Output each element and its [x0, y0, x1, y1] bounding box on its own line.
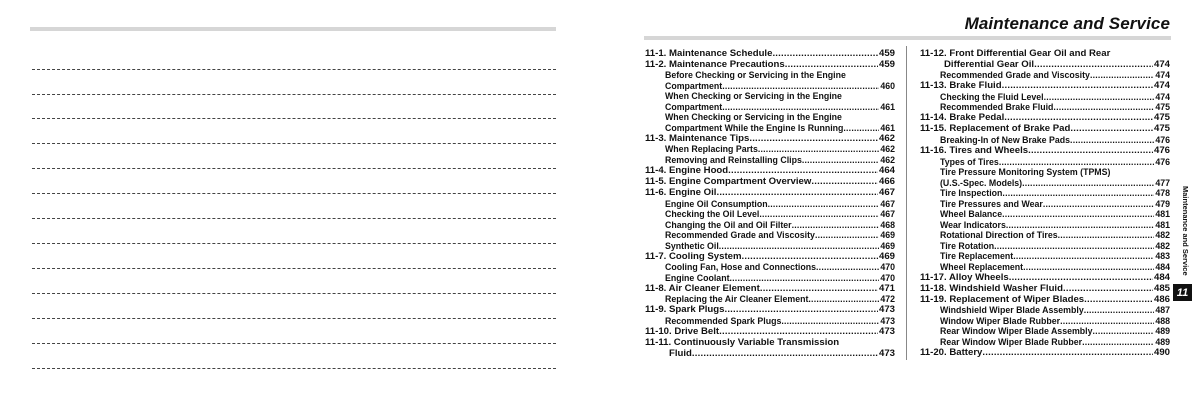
toc-page-number: 473 — [878, 348, 895, 360]
toc-subsection-entry[interactable] — [920, 167, 1170, 178]
toc-subsection-entry[interactable] — [920, 220, 1170, 231]
toc-leader-dots — [1009, 273, 1153, 284]
toc-subsection-entry[interactable] — [645, 91, 895, 102]
toc-leader-dots — [730, 273, 880, 284]
toc-chapter-entry[interactable] — [920, 146, 1170, 157]
toc-entry-title: Engine Coolant — [665, 272, 730, 283]
toc-leader-dots — [722, 81, 879, 92]
toc-entry-title: 11-10. Drive Belt — [645, 325, 720, 337]
section-title: Maintenance and Service — [964, 14, 1170, 33]
toc-chapter-entry[interactable] — [645, 305, 895, 316]
toc-page-number: 459 — [878, 58, 895, 70]
toc-leader-dots — [1006, 220, 1154, 231]
toc-chapter-entry[interactable] — [645, 166, 895, 177]
toc-leader-dots — [719, 241, 880, 252]
toc-chapter-entry[interactable] — [920, 273, 1170, 284]
left-page-top-rule — [30, 27, 556, 31]
toc-entry-title: Fluid — [669, 348, 692, 360]
toc-leader-dots — [999, 157, 1154, 168]
toc-entry-title: Wear Indicators — [940, 219, 1006, 230]
toc-leader-dots — [1004, 113, 1153, 124]
toc-page-number: 473 — [878, 325, 895, 337]
toc-entry-title: Compartment — [665, 101, 723, 112]
toc-entry-title: Differential Gear Oil — [944, 58, 1035, 70]
toc-entry-title: 11-3. Maintenance Tips — [645, 132, 750, 144]
toc-subsection-entry[interactable] — [920, 92, 1170, 103]
toc-leader-dots — [758, 144, 879, 155]
toc-leader-dots — [792, 220, 880, 231]
toc-leader-dots — [1070, 135, 1154, 146]
toc-subsection-entry[interactable] — [645, 230, 895, 241]
toc-subsection-entry[interactable] — [645, 144, 895, 155]
toc-leader-dots — [816, 262, 879, 273]
toc-leader-dots — [1060, 316, 1154, 327]
toc-leader-dots — [1002, 209, 1154, 220]
toc-page-number: 469 — [880, 240, 895, 251]
column-divider — [906, 46, 907, 360]
toc-leader-dots — [785, 60, 878, 71]
toc-leader-dots — [1093, 326, 1155, 337]
note-line — [32, 343, 556, 344]
toc-entry-title: 11-8. Air Cleaner Element — [645, 282, 760, 294]
toc-subsection-entry[interactable] — [645, 112, 895, 123]
toc-page-number: 474 — [1155, 70, 1170, 81]
toc-entry-title: Cooling Fan, Hose and Connections — [665, 262, 817, 273]
toc-page-number: 468 — [880, 219, 895, 230]
toc-leader-dots — [1070, 124, 1153, 135]
toc-chapter-entry[interactable] — [645, 284, 895, 295]
toc-entry-title: 11-19. Replacement of Wiper Blades — [920, 293, 1085, 305]
toc-leader-dots — [760, 284, 878, 295]
toc-entry-title: Compartment While the Engine Is Running — [665, 122, 844, 133]
side-tab-label: Maintenance and Service — [1181, 186, 1190, 276]
toc-entry-title: When Checking or Servicing in the Engine — [665, 91, 842, 102]
toc-entry-title: Window Wiper Blade Rubber — [940, 315, 1061, 326]
toc-page-number: 476 — [1155, 134, 1170, 145]
toc-entry-title: Tire Pressure Monitoring System (TPMS) — [940, 167, 1111, 178]
toc-entry-title: Rear Window Wiper Blade Rubber — [940, 336, 1083, 347]
toc-leader-dots — [1023, 262, 1154, 273]
toc-subsection-entry[interactable] — [645, 70, 895, 81]
toc-entry-title: When Checking or Servicing in the Engine — [665, 112, 842, 123]
toc-subsection-entry[interactable] — [920, 326, 1170, 337]
toc-page-number: 474 — [1155, 91, 1170, 102]
toc-leader-dots — [768, 199, 880, 210]
toc-chapter-entry[interactable] — [920, 49, 1170, 60]
toc-leader-dots — [1044, 92, 1155, 103]
toc-entry-title: Types of Tires — [940, 156, 999, 167]
toc-subsection-entry[interactable] — [920, 305, 1170, 316]
toc-chapter-entry[interactable] — [645, 327, 895, 338]
toc-chapter-entry[interactable] — [645, 349, 895, 360]
toc-page-number: 467 — [878, 186, 895, 198]
toc-page-number: 467 — [880, 198, 895, 209]
toc-subsection-entry[interactable] — [920, 188, 1170, 199]
toc-entry-title: 11-16. Tires and Wheels — [920, 144, 1029, 156]
toc-page-number: 470 — [880, 262, 895, 273]
toc-leader-dots — [719, 327, 878, 338]
note-line — [32, 318, 556, 319]
toc-subsection-entry[interactable] — [920, 316, 1170, 327]
chapter-number-badge[interactable]: 11 — [1173, 284, 1192, 301]
toc-entry-title: 11-6. Engine Oil — [645, 186, 717, 198]
toc-entry-title: 11-13. Brake Fluid — [920, 80, 1002, 92]
toc-subsection-entry[interactable] — [920, 135, 1170, 146]
toc-subsection-entry[interactable] — [920, 157, 1170, 168]
toc-leader-dots — [781, 316, 879, 327]
toc-entry-title: 11-9. Spark Plugs — [645, 304, 725, 316]
note-line — [32, 243, 556, 244]
toc-entry-title: 11-1. Maintenance Schedule — [645, 47, 773, 59]
toc-entry-title: Recommended Grade and Viscosity — [665, 230, 815, 241]
toc-leader-dots — [1043, 199, 1154, 210]
toc-entry-title: Wheel Replacement — [940, 261, 1024, 272]
toc-entry-title: Windshield Wiper Blade Assembly — [940, 305, 1084, 316]
toc-page-number: 485 — [1153, 282, 1170, 294]
toc-leader-dots — [802, 155, 879, 166]
toc-entry-title: Recommended Brake Fluid — [940, 102, 1054, 113]
toc-leader-dots — [742, 252, 878, 263]
toc-chapter-entry[interactable] — [920, 81, 1170, 92]
toc-leader-dots — [808, 294, 879, 305]
toc-subsection-entry[interactable] — [645, 294, 895, 305]
toc-page-number: 474 — [1153, 58, 1170, 70]
toc-entry-title: Changing the Oil and Oil Filter — [665, 219, 792, 230]
toc-entry-title: Removing and Reinstalling Clips — [665, 154, 802, 165]
toc-chapter-entry[interactable] — [920, 113, 1170, 124]
toc-page-number: 466 — [878, 175, 895, 187]
note-line — [32, 193, 556, 194]
toc-leader-dots — [728, 166, 878, 177]
note-line — [32, 268, 556, 269]
toc-chapter-entry[interactable] — [645, 134, 895, 145]
toc-column-left — [645, 48, 895, 360]
toc-entry-title: 11-4. Engine Hood — [645, 164, 729, 176]
toc-page-number: 487 — [1155, 305, 1170, 316]
toc-subsection-entry[interactable] — [645, 199, 895, 210]
note-line — [32, 143, 556, 144]
toc-page-number: 482 — [1155, 240, 1170, 251]
toc-subsection-entry[interactable] — [920, 102, 1170, 113]
toc-leader-dots — [772, 49, 878, 60]
toc-leader-dots — [1013, 251, 1154, 262]
toc-entry-title: Rear Window Wiper Blade Assembly — [940, 326, 1093, 337]
toc-leader-dots — [1034, 60, 1153, 71]
toc-leader-dots — [692, 349, 878, 360]
toc-chapter-entry[interactable] — [920, 124, 1170, 135]
toc-page-number: 461 — [880, 122, 895, 133]
toc-chapter-entry[interactable] — [920, 284, 1170, 295]
toc-entry-title: 11-11. Continuously Variable Transmission — [645, 336, 840, 348]
right-page-top-rule — [644, 36, 1171, 40]
note-line — [32, 293, 556, 294]
toc-leader-dots — [722, 102, 879, 113]
toc-leader-dots — [749, 134, 878, 145]
toc-subsection-entry[interactable] — [920, 251, 1170, 262]
toc-entry-title: Recommended Spark Plugs — [665, 315, 782, 326]
toc-page-number: 488 — [1155, 315, 1170, 326]
note-line — [32, 218, 556, 219]
toc-leader-dots — [982, 348, 1153, 359]
toc-leader-dots — [1084, 305, 1155, 316]
toc-page-number: 489 — [1155, 336, 1170, 347]
toc-page-number: 486 — [1153, 293, 1170, 305]
toc-subsection-entry[interactable] — [920, 337, 1170, 348]
toc-subsection-entry[interactable] — [645, 241, 895, 252]
toc-chapter-entry[interactable] — [920, 60, 1170, 71]
toc-entry-title: When Replacing Parts — [665, 144, 758, 155]
toc-leader-dots — [811, 177, 878, 188]
toc-subsection-entry[interactable] — [645, 102, 895, 113]
toc-page-number: 467 — [880, 209, 895, 220]
toc-entry-title: 11-5. Engine Compartment Overview — [645, 175, 812, 187]
note-line — [32, 118, 556, 119]
toc-entry-title: Tire Rotation — [940, 240, 995, 251]
toc-page-number: 461 — [880, 101, 895, 112]
toc-entry-title: (U.S.-Spec. Models) — [940, 177, 1023, 188]
toc-page-number: 471 — [878, 282, 895, 294]
toc-entry-title: 11-18. Windshield Washer Fluid — [920, 282, 1063, 294]
toc-leader-dots — [1002, 188, 1154, 199]
toc-column-right — [920, 48, 1170, 358]
toc-page-number: 476 — [1155, 156, 1170, 167]
toc-subsection-entry[interactable] — [645, 220, 895, 231]
toc-subsection-entry[interactable] — [920, 70, 1170, 81]
toc-entry-title: Tire Inspection — [940, 188, 1003, 199]
toc-chapter-entry[interactable] — [645, 188, 895, 199]
toc-entry-title: 11-17. Alloy Wheels — [920, 271, 1009, 283]
toc-page-number: 464 — [878, 164, 895, 176]
toc-page-number: 483 — [1155, 251, 1170, 262]
toc-page-number: 482 — [1155, 230, 1170, 241]
toc-leader-dots — [815, 230, 879, 241]
toc-entry-title: Recommended Grade and Viscosity — [940, 70, 1090, 81]
toc-page-number: 474 — [1153, 80, 1170, 92]
toc-page-number: 469 — [880, 230, 895, 241]
toc-subsection-entry[interactable] — [920, 199, 1170, 210]
toc-entry-title: Tire Pressures and Wear — [940, 198, 1043, 209]
toc-leader-dots — [716, 188, 878, 199]
toc-leader-dots — [1058, 230, 1155, 241]
toc-entry-title: 11-12. Front Differential Gear Oil and Rear — [920, 47, 1111, 59]
toc-page-number: 460 — [880, 80, 895, 91]
toc-page-number: 475 — [1155, 102, 1170, 113]
toc-page-number: 470 — [880, 272, 895, 283]
toc-leader-dots — [1084, 295, 1153, 306]
toc-subsection-entry[interactable] — [645, 155, 895, 166]
toc-page-number: 490 — [1153, 346, 1170, 358]
toc-entry-title: 11-15. Replacement of Brake Pad — [920, 123, 1071, 135]
toc-subsection-entry[interactable] — [645, 316, 895, 327]
toc-page-number: 476 — [1153, 144, 1170, 156]
toc-page-number: 475 — [1153, 123, 1170, 135]
toc-entry-title: Wheel Balance — [940, 209, 1003, 220]
toc-entry-title: Synthetic Oil — [665, 240, 719, 251]
toc-leader-dots — [1053, 102, 1154, 113]
toc-entry-title: 11-20. Battery — [920, 346, 983, 358]
toc-entry-title: 11-2. Maintenance Precautions — [645, 58, 785, 70]
toc-entry-title: 11-7. Cooling System — [645, 250, 742, 262]
note-line — [32, 368, 556, 369]
note-line — [32, 69, 556, 70]
toc-entry-title: Checking the Oil Level — [665, 209, 760, 220]
toc-page-number: 462 — [878, 132, 895, 144]
note-line — [32, 168, 556, 169]
toc-page-number: 472 — [880, 294, 895, 305]
toc-chapter-entry[interactable] — [645, 177, 895, 188]
toc-leader-dots — [1002, 81, 1153, 92]
toc-entry-title: 11-14. Brake Pedal — [920, 112, 1005, 124]
toc-chapter-entry[interactable] — [920, 295, 1170, 306]
toc-chapter-entry[interactable] — [645, 60, 895, 71]
toc-chapter-entry[interactable] — [645, 252, 895, 263]
toc-page-number: 481 — [1155, 209, 1170, 220]
toc-page-number: 473 — [880, 315, 895, 326]
toc-page-number: 462 — [880, 154, 895, 165]
toc-entry-title: Replacing the Air Cleaner Element — [665, 294, 809, 305]
toc-subsection-entry[interactable] — [645, 123, 895, 134]
toc-page-number: 475 — [1153, 112, 1170, 124]
toc-leader-dots — [759, 209, 879, 220]
toc-entry-title: Engine Oil Consumption — [665, 198, 768, 209]
toc-entry-title: Compartment — [665, 80, 723, 91]
toc-chapter-entry[interactable] — [645, 338, 895, 349]
toc-leader-dots — [1063, 284, 1153, 295]
note-line — [32, 94, 556, 95]
toc-page-number: 479 — [1155, 198, 1170, 209]
toc-page-number: 469 — [878, 250, 895, 262]
toc-page-number: 478 — [1155, 188, 1170, 199]
toc-subsection-entry[interactable] — [645, 81, 895, 92]
toc-leader-dots — [724, 305, 878, 316]
toc-chapter-entry[interactable] — [920, 348, 1170, 359]
toc-subsection-entry[interactable] — [645, 209, 895, 220]
toc-chapter-entry[interactable] — [645, 49, 895, 60]
toc-page-number: 477 — [1155, 177, 1170, 188]
toc-leader-dots — [1082, 337, 1154, 348]
toc-entry-title: Rotational Direction of Tires — [940, 230, 1058, 241]
toc-entry-title: Before Checking or Servicing in the Engine — [665, 70, 846, 81]
toc-leader-dots — [994, 241, 1154, 252]
toc-leader-dots — [1028, 146, 1153, 157]
toc-subsection-entry[interactable] — [920, 230, 1170, 241]
toc-subsection-entry[interactable] — [920, 178, 1170, 189]
toc-page-number: 481 — [1155, 219, 1170, 230]
toc-subsection-entry[interactable] — [920, 241, 1170, 252]
toc-leader-dots — [843, 123, 879, 134]
toc-page-number: 462 — [880, 144, 895, 155]
toc-page-number: 484 — [1155, 261, 1170, 272]
toc-leader-dots — [1090, 70, 1154, 81]
toc-entry-title: Breaking-In of New Brake Pads — [940, 134, 1071, 145]
toc-page-number: 459 — [878, 47, 895, 59]
toc-subsection-entry[interactable] — [645, 273, 895, 284]
toc-subsection-entry[interactable] — [920, 262, 1170, 273]
toc-entry-title: Tire Replacement — [940, 251, 1014, 262]
toc-leader-dots — [1022, 178, 1154, 189]
toc-page-number: 489 — [1155, 326, 1170, 337]
toc-page-number: 473 — [878, 304, 895, 316]
toc-subsection-entry[interactable] — [920, 209, 1170, 220]
toc-entry-title: Checking the Fluid Level — [940, 91, 1044, 102]
toc-page-number: 484 — [1153, 271, 1170, 283]
toc-subsection-entry[interactable] — [645, 262, 895, 273]
